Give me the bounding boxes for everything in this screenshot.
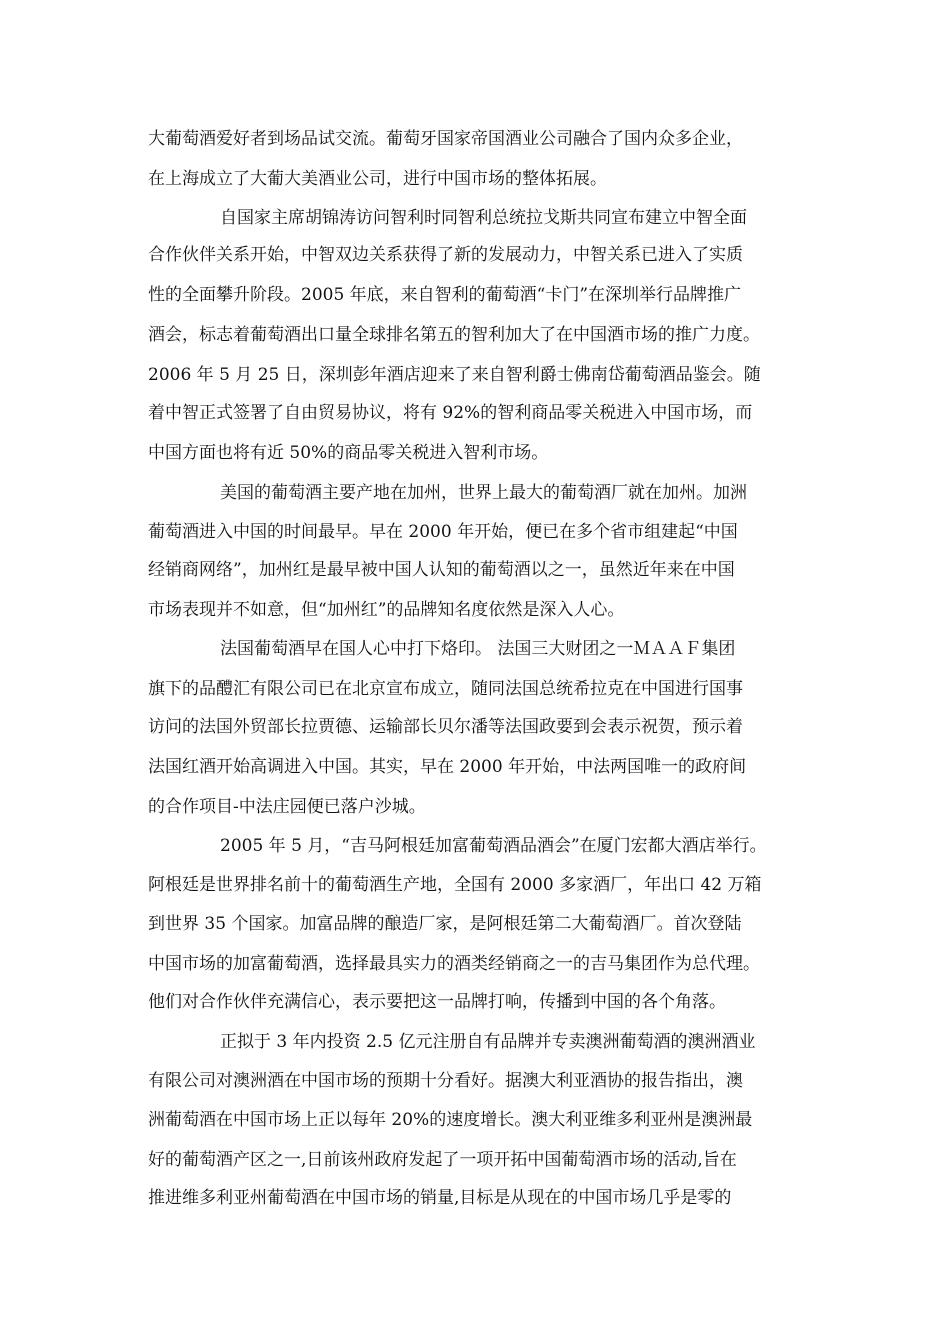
paragraph-start-line: 自国家主席胡锦涛访问智利时同智利总统拉戈斯共同宣布建立中智全面	[220, 208, 747, 228]
text-line: 葡萄酒进入中国的时间最早。早在 2000 年开始，便已在多个省市组建起“中国	[148, 522, 738, 542]
text-line: 洲葡萄酒在中国市场上正以每年 20%的速度增长。澳大利亚维多利亚州是澳洲最	[148, 1110, 753, 1130]
text-line: 酒会，标志着葡萄酒出口量全球排名第五的智利加大了在中国酒市场的推广力度。	[148, 325, 760, 345]
text-line: 中国市场的加富葡萄酒，选择最具实力的酒类经销商之一的吉马集团作为总代理。	[148, 954, 760, 974]
text-line: 合作伙伴关系开始，中智双边关系获得了新的发展动力，中智关系已进入了实质	[148, 245, 743, 265]
text-line: 阿根廷是世界排名前十的葡萄酒生产地，全国有 2000 多家酒厂，年出口 42 万箱	[148, 875, 762, 895]
text-line: 法国红酒开始高调进入中国。其实，早在 2000 年开始，中法两国唯一的政府间	[148, 757, 747, 777]
text-line: 有限公司对澳洲酒在中国市场的预期十分看好。据澳大利亚酒协的报告指出，澳	[148, 1071, 743, 1091]
text-line: 推进维多利亚州葡萄酒在中国市场的销量,目标是从现在的中国市场几乎是零的	[148, 1188, 732, 1208]
text-line: 2006 年 5 月 25 日，深圳彭年酒店迎来了来自智利爵士佛南岱葡萄酒品鉴会。随	[148, 365, 761, 385]
text-line: 性的全面攀升阶段。2005 年底，来自智利的葡萄酒“卡门”在深圳举行品牌推广	[148, 285, 742, 305]
paragraph-start-line: 法国葡萄酒早在国人心中打下烙印。 法国三大财团之一ＭＡＡＦ集团	[220, 639, 736, 659]
text-line: 他们对合作伙伴充满信心，表示要把这一品牌打响，传播到中国的各个角落。	[148, 992, 726, 1012]
text-line: 访问的法国外贸部长拉贾德、运输部长贝尔潘等法国政要到会表示祝贺，预示着	[148, 717, 743, 737]
text-line: 好的葡萄酒产区之一,日前该州政府发起了一项开拓中国葡萄酒市场的活动,旨在	[148, 1150, 737, 1170]
text-line: 的合作项目-中法庄园便已落户沙城。	[148, 797, 426, 817]
text-line: 着中智正式签署了自由贸易协议，将有 92%的智利商品零关税进入中国市场，而	[148, 403, 753, 423]
text-line: 大葡萄酒爱好者到场品试交流。葡萄牙国家帝国酒业公司融合了国内众多企业，	[148, 129, 743, 149]
text-line: 中国方面也将有近 50%的商品零关税进入智利市场。	[148, 443, 549, 463]
text-line: 经销商网络”，加州红是最早被中国人认知的葡萄酒以之一，虽然近年来在中国	[148, 560, 735, 580]
text-line: 到世界 35 个国家。加富品牌的酿造厂家，是阿根廷第二大葡萄酒厂。首次登陆	[148, 914, 742, 934]
paragraph-start-line: 正拟于 3 年内投资 2.5 亿元注册自有品牌并专卖澳洲葡萄酒的澳洲酒业	[220, 1032, 756, 1052]
paragraph-start-line: 2005 年 5 月，“吉马阿根廷加富葡萄酒品酒会”在厦门宏都大酒店举行。	[220, 836, 767, 856]
paragraph-start-line: 美国的葡萄酒主要产地在加州，世界上最大的葡萄酒厂就在加州。加洲	[220, 483, 747, 503]
text-line: 市场表现并不如意，但“加州红”的品牌知名度依然是深入人心。	[148, 600, 625, 620]
text-line: 在上海成立了大葡大美酒业公司，进行中国市场的整体拓展。	[148, 169, 607, 189]
text-line: 旗下的品醴汇有限公司已在北京宣布成立，随同法国总统希拉克在中国进行国事	[148, 679, 743, 699]
